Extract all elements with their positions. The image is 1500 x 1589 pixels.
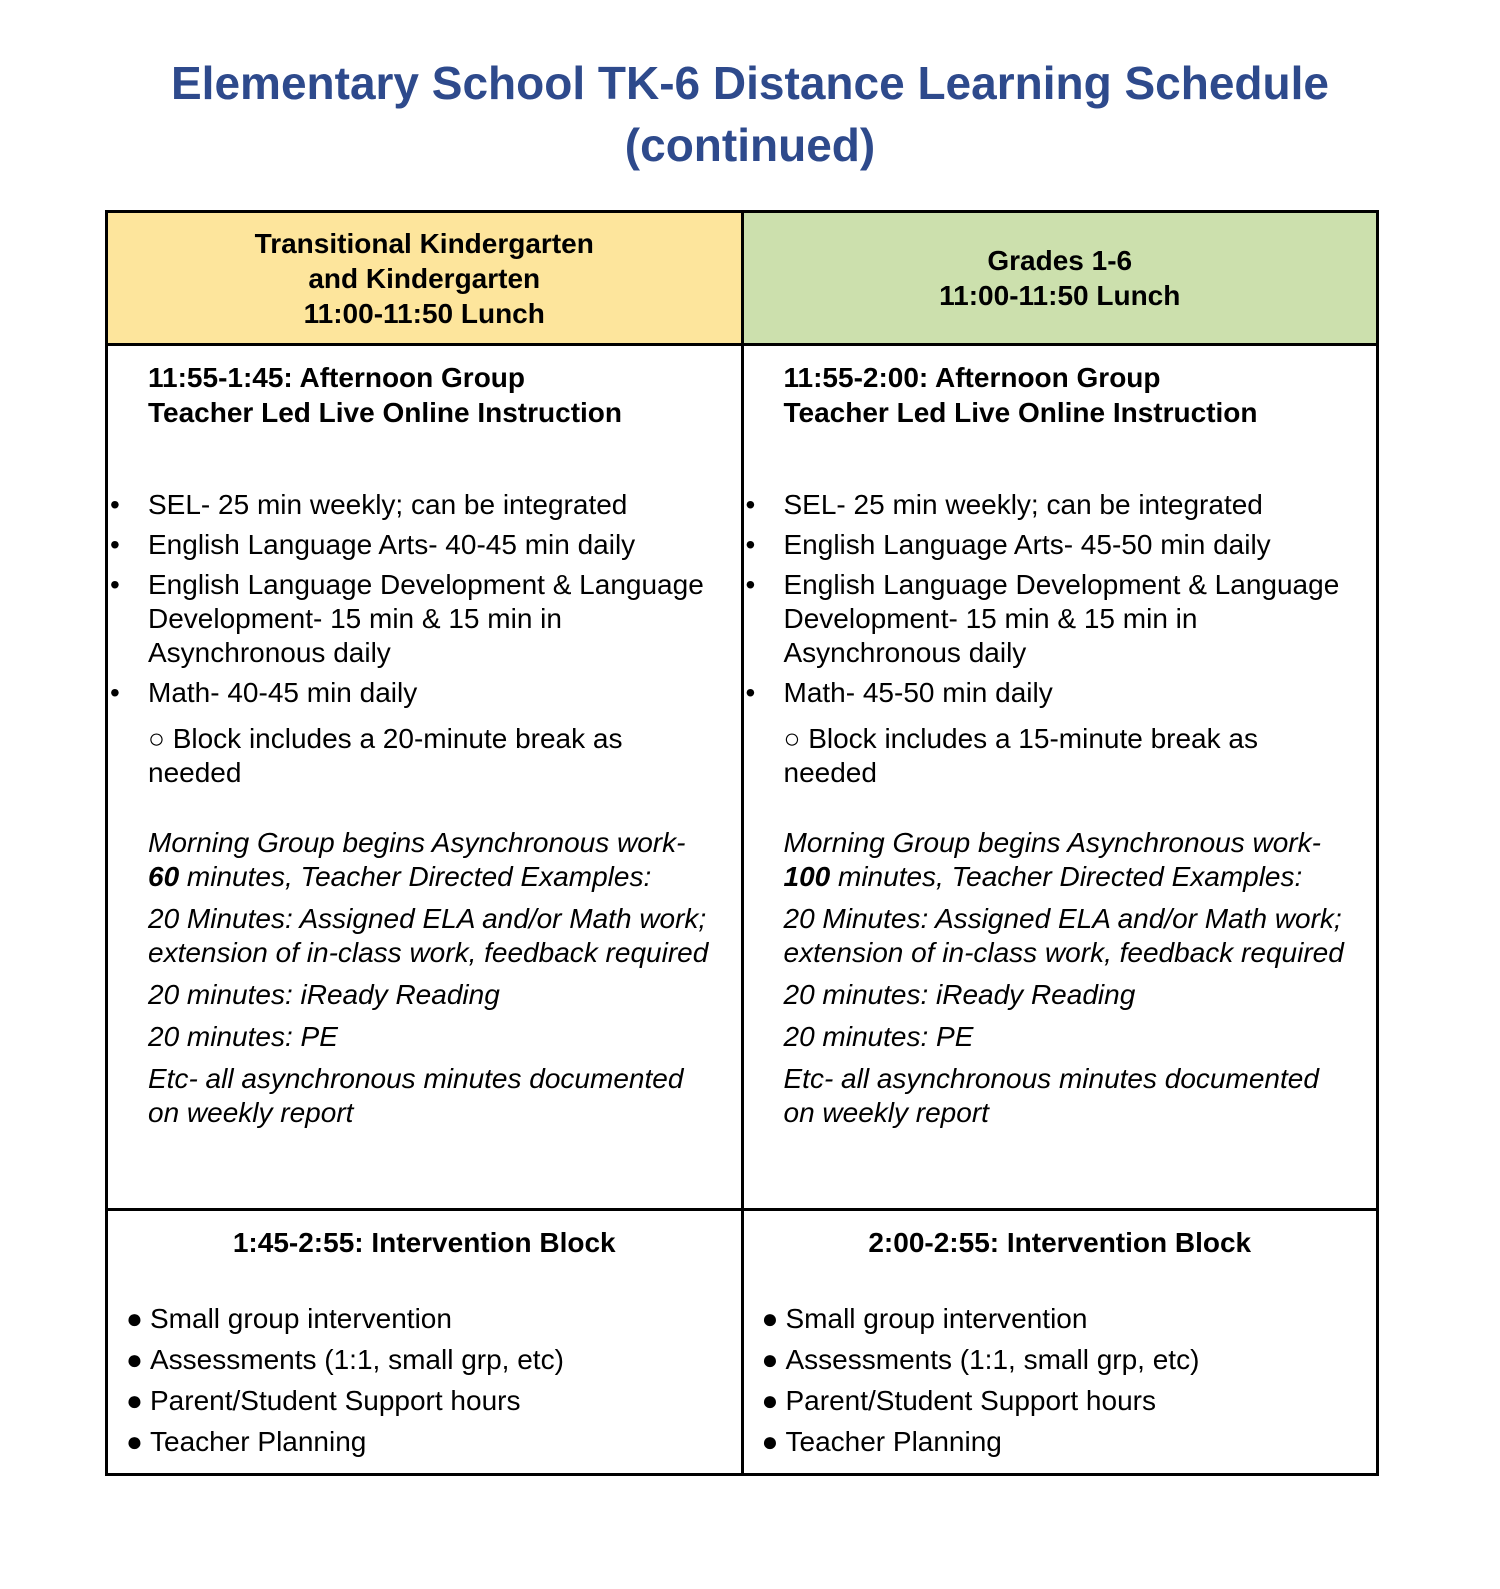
bullet-icon: ● — [761, 1303, 779, 1334]
grades-afternoon-cell — [742, 345, 1378, 1210]
tk-break-note: ○ Block includes a 20-minute break as needed — [148, 723, 623, 788]
bullet-icon: • — [745, 489, 756, 520]
tk-async-section — [148, 826, 711, 1130]
grades-async-minutes: 100 — [783, 861, 831, 892]
grades-header-line: Grades 1-6 — [987, 245, 1133, 276]
grades-header-line: 11:00-11:50 Lunch — [939, 280, 1181, 311]
grades-intervention-list — [744, 1302, 1377, 1459]
tk-header-line: 11:00-11:50 Lunch — [303, 297, 545, 329]
tk-intervention-cell — [107, 1210, 743, 1475]
grades-intervention-cell — [742, 1210, 1378, 1475]
bullet-icon: • — [110, 529, 120, 560]
list-item: • Math- 45-50 min daily — [745, 677, 1053, 708]
bullet-icon: ● — [761, 1426, 779, 1457]
list-item: ● Teacher Planning — [761, 1426, 1002, 1457]
grades-example: Etc- all asynchronous minutes documented on weekly report — [783, 1063, 1319, 1128]
bullet-icon: ● — [126, 1303, 143, 1334]
tk-example: 20 Minutes: Assigned ELA and/or Math work; extension of in-class work, feedback required — [148, 903, 709, 968]
list-item: • SEL- 25 min weekly; can be integrated — [745, 489, 1263, 520]
list-item: • English Language Arts- 45-50 min daily — [745, 529, 1271, 560]
header-row — [107, 212, 1378, 345]
tk-instruction-list — [110, 488, 711, 710]
list-item: ● Small group intervention — [761, 1303, 1088, 1334]
list-item: • English Language Development & Language Development- 15 min & 15 min in Asynchronous daily — [745, 569, 1340, 668]
tk-example: Etc- all asynchronous minutes documented on weekly report — [148, 1063, 684, 1128]
grades-afternoon-title-line: Teacher Led Live Online Instruction — [783, 397, 1258, 428]
title-line-2: (continued) — [624, 119, 876, 171]
grades-afternoon-title — [784, 360, 1347, 430]
schedule-table — [105, 210, 1379, 1476]
tk-async-intro: Morning Group begins Asynchronous work- 60 minutes, Teacher Directed Examples: — [148, 827, 686, 892]
list-item: ● Parent/Student Support hours — [761, 1385, 1156, 1416]
bullet-icon: ● — [761, 1385, 779, 1416]
bullet-icon: ● — [761, 1344, 779, 1375]
bullet-icon: • — [745, 677, 756, 708]
bullet-icon: ● — [126, 1426, 143, 1457]
bullet-icon: • — [110, 677, 120, 708]
tk-intervention-list — [108, 1302, 741, 1459]
list-item: ● Teacher Planning — [126, 1426, 367, 1457]
list-item: • English Language Arts- 40-45 min daily — [110, 529, 636, 560]
grades-example: 20 minutes: PE — [783, 1021, 974, 1052]
tk-afternoon-title-line: Teacher Led Live Online Instruction — [148, 397, 623, 428]
page-title — [0, 52, 1500, 176]
bullet-icon: • — [745, 529, 756, 560]
grades-break-note: ○ Block includes a 15-minute break as needed — [783, 723, 1258, 788]
afternoon-row — [107, 345, 1378, 1210]
grades-instruction-list — [745, 488, 1347, 710]
tk-header-line: Transitional Kindergarten — [254, 227, 594, 259]
grades-header — [742, 212, 1378, 345]
tk-example: 20 minutes: iReady Reading — [148, 979, 500, 1010]
list-item: • SEL- 25 min weekly; can be integrated — [110, 489, 628, 520]
grades-example: 20 minutes: iReady Reading — [783, 979, 1136, 1010]
bullet-icon: ● — [126, 1344, 143, 1375]
list-item: ● Parent/Student Support hours — [126, 1385, 521, 1416]
tk-header-line: and Kindergarten — [308, 262, 541, 294]
tk-afternoon-cell — [107, 345, 743, 1210]
list-item: ● Small group intervention — [126, 1303, 452, 1334]
tk-header — [107, 212, 743, 345]
title-line-1: Elementary School TK-6 Distance Learning Schedule — [171, 57, 1329, 109]
tk-afternoon-title — [148, 360, 711, 430]
tk-example: 20 minutes: PE — [148, 1021, 338, 1052]
bullet-icon: • — [110, 569, 120, 600]
grades-example: 20 Minutes: Assigned ELA and/or Math work; extension of in-class work, feedback required — [783, 903, 1344, 968]
tk-async-minutes: 60 — [148, 861, 180, 892]
grades-async-intro: Morning Group begins Asynchronous work- 100 minutes, Teacher Directed Examples: — [783, 827, 1321, 892]
list-item: • Math- 40-45 min daily — [110, 677, 418, 708]
grades-intervention-title: 2:00-2:55: Intervention Block — [868, 1227, 1252, 1258]
list-item: ● Assessments (1:1, small grp, etc) — [126, 1344, 564, 1375]
list-item: ● Assessments (1:1, small grp, etc) — [761, 1344, 1200, 1375]
bullet-icon: • — [745, 569, 756, 600]
grades-async-section — [784, 826, 1347, 1130]
bullet-icon: • — [110, 489, 120, 520]
grades-afternoon-title-line: 11:55-2:00: Afternoon Group — [783, 362, 1161, 393]
intervention-row — [107, 1210, 1378, 1475]
list-item: • English Language Development & Language Development- 15 min & 15 min in Asynchronous daily — [110, 569, 704, 668]
bullet-icon: ● — [126, 1385, 143, 1416]
tk-afternoon-title-line: 11:55-1:45: Afternoon Group — [148, 362, 526, 393]
tk-intervention-title: 1:45-2:55: Intervention Block — [232, 1227, 616, 1258]
